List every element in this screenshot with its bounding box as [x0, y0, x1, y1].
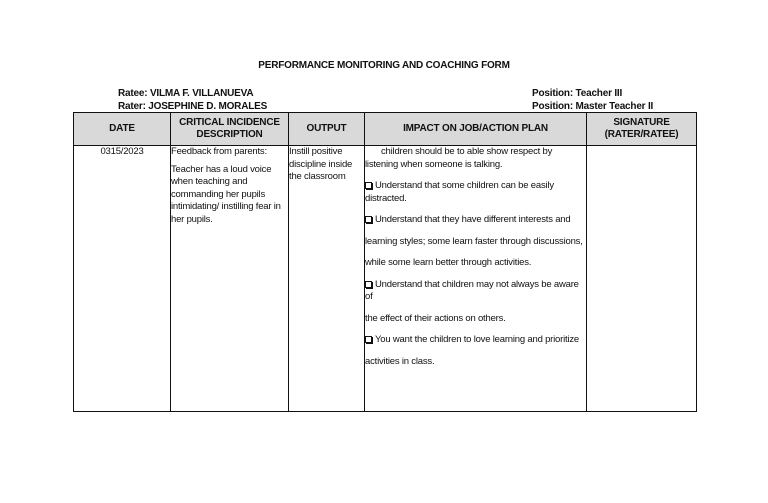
- impact-item-2-cont-b: while some learn better through activities.: [365, 257, 532, 268]
- impact-item-3-cont: the effect of their actions on others.: [365, 312, 506, 324]
- table-row: [74, 146, 697, 412]
- header-signature: [587, 113, 697, 146]
- cell-impact: [365, 146, 587, 412]
- ratee-rater-block: [118, 87, 267, 113]
- incidence-description: Teacher has a loud voice when teaching and commanding her pupils intimidating/ instilling fear in her pupils.: [171, 163, 281, 225]
- impact-intro: children should be to able show respect by listening when someone is talking.: [365, 146, 553, 170]
- cell-incidence: [171, 146, 289, 412]
- form-title: PERFORMANCE MONITORING AND COACHING FORM: [258, 60, 510, 71]
- cell-signature: [587, 146, 697, 412]
- checkbox-bullet-icon: [365, 216, 372, 223]
- impact-item-3: Understand that children may not always be aware of: [365, 278, 579, 302]
- position-block: [532, 87, 653, 113]
- checkbox-bullet-icon: [365, 336, 372, 343]
- cell-date: 0315/2023: [74, 146, 171, 412]
- header-signature-line2: (RATER/RATEE): [604, 129, 679, 140]
- incidence-source: Feedback from parents:: [171, 146, 267, 157]
- header-incidence-line1: CRITICAL INCIDENCE: [179, 117, 280, 128]
- header-incidence: [171, 113, 289, 146]
- impact-item-1: Understand that some children can be easily distracted.: [365, 180, 554, 204]
- checkbox-bullet-icon: [365, 281, 372, 288]
- header-signature-line1: SIGNATURE: [613, 117, 670, 128]
- checkbox-bullet-icon: [365, 182, 372, 189]
- header-output: OUTPUT: [289, 113, 365, 146]
- impact-item-4: You want the children to love learning and prioritize: [365, 334, 586, 347]
- impact-item-4-cont: activities in class.: [365, 355, 435, 367]
- rater-name: Rater: JOSEPHINE D. MORALES: [118, 101, 268, 112]
- rater-position: Position: Master Teacher II: [532, 101, 654, 112]
- header-date: DATE: [74, 113, 171, 146]
- ratee-name: Ratee: VILMA F. VILLANUEVA: [118, 88, 254, 99]
- header-incidence-line2: DESCRIPTION: [196, 129, 263, 140]
- table-header-row: [74, 113, 697, 146]
- impact-item-2: Understand that they have different interests and: [365, 214, 586, 227]
- ratee-position: Position: Teacher III: [532, 88, 623, 99]
- impact-item-2-cont-a: learning styles; some learn faster through discussions,: [365, 235, 583, 247]
- header-impact: IMPACT ON JOB/ACTION PLAN: [365, 113, 587, 146]
- cell-output: Instill positive discipline inside the classroom: [289, 146, 365, 412]
- coaching-table: [73, 112, 697, 412]
